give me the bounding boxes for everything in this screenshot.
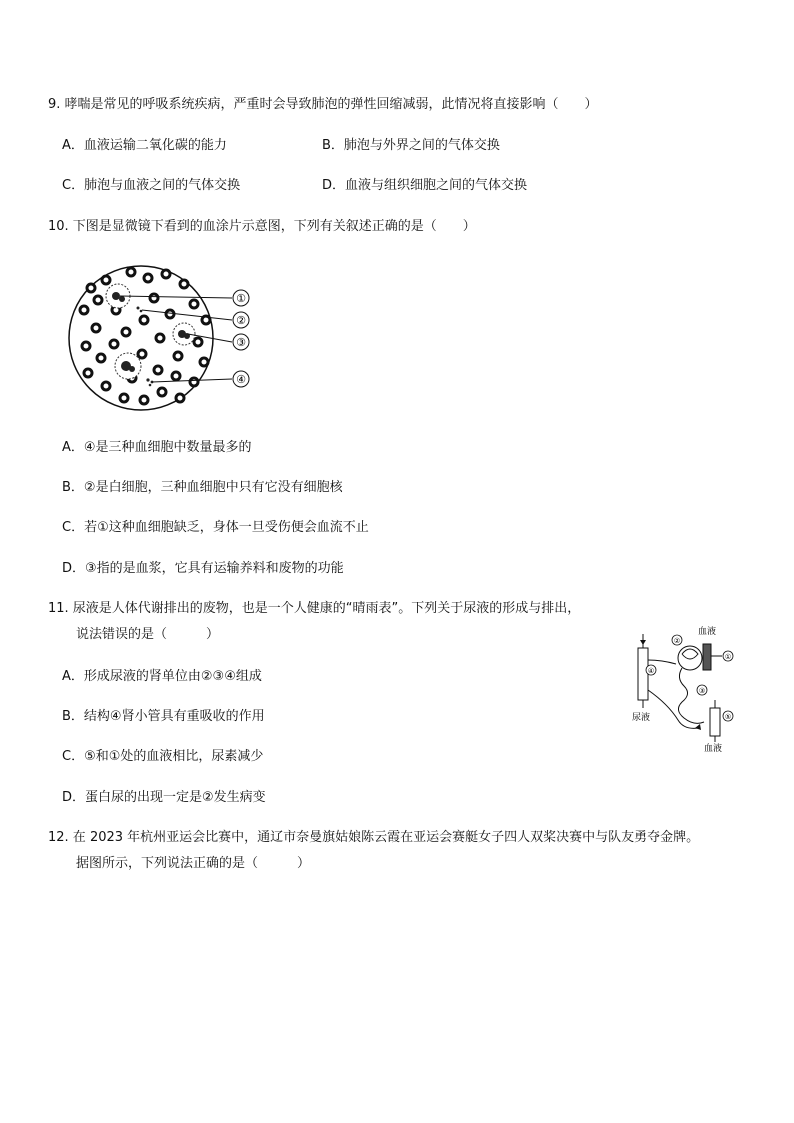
nephron-label-2: ② xyxy=(673,637,681,645)
nephron-label-4: ④ xyxy=(647,667,655,675)
q11-option-c: C．⑤和①处的血液相比，尿素减少 xyxy=(62,749,264,764)
q10-stem: 10. 下图是显微镜下看到的血涂片示意图，下列有关叙述正确的是（ ） xyxy=(48,219,476,234)
label-4: ④ xyxy=(236,373,246,386)
q9-option-c: C．肺泡与血液之间的气体交换 xyxy=(62,178,241,193)
q9-option-b: B．肺泡与外界之间的气体交换 xyxy=(322,138,500,153)
nephron-tube xyxy=(638,634,722,742)
q9-option-a: A．血液运输二氧化碳的能力 xyxy=(62,138,227,153)
nephron-label-urine: 尿液 xyxy=(632,713,651,723)
q11-stem-line2: 说法错误的是（ ） xyxy=(76,627,220,642)
nephron-figure xyxy=(630,620,740,755)
q9-option-d: D．血液与组织细胞之间的气体交换 xyxy=(322,178,528,193)
q10-option-c: C．若①这种血细胞缺乏，身体一旦受伤便会血流不止 xyxy=(62,520,369,535)
label-3: ③ xyxy=(236,336,246,349)
label-2: ② xyxy=(236,314,246,327)
nephron-label-1: ① xyxy=(724,653,732,661)
q12-stem-line2: 据图所示，下列说法正确的是（ ） xyxy=(76,856,311,871)
nephron-label-5: ⑤ xyxy=(724,713,732,721)
nephron-label-3: ③ xyxy=(698,687,706,695)
q10-option-b: B．②是白细胞，三种血细胞中只有它没有细胞核 xyxy=(62,480,343,495)
q11-stem-line1: 11. 尿液是人体代谢排出的废物，也是一个人健康的“晴雨表”。下列关于尿液的形成与排出， xyxy=(48,601,581,616)
q9-stem: 9. 哮喘是常见的呼吸系统疾病，严重时会导致肺泡的弹性回缩减弱，此情况将直接影响（ ） xyxy=(48,97,598,112)
nephron-label-blood-bottom: 血液 xyxy=(704,744,723,754)
q11-option-d: D．蛋白尿的出现一定是②发生病变 xyxy=(62,790,266,805)
q10-option-a: A．④是三种血细胞中数量最多的 xyxy=(62,440,252,455)
label-1: ① xyxy=(236,292,246,305)
q11-option-a: A．形成尿液的肾单位由②③④组成 xyxy=(62,669,262,684)
blood-smear-figure xyxy=(66,258,266,418)
q11-option-b: B．结构④肾小管具有重吸收的作用 xyxy=(62,709,265,724)
nephron-label-blood-top: 血液 xyxy=(698,627,717,637)
q12-stem-line1: 12. 在 2023 年杭州亚运会比赛中，通辽市奈曼旗姑娘陈云霞在亚运会赛艇女子四人双桨决赛中与队友勇夺金牌。 xyxy=(48,830,700,845)
q10-option-d: D．③指的是血浆，它具有运输养料和废物的功能 xyxy=(62,561,344,576)
